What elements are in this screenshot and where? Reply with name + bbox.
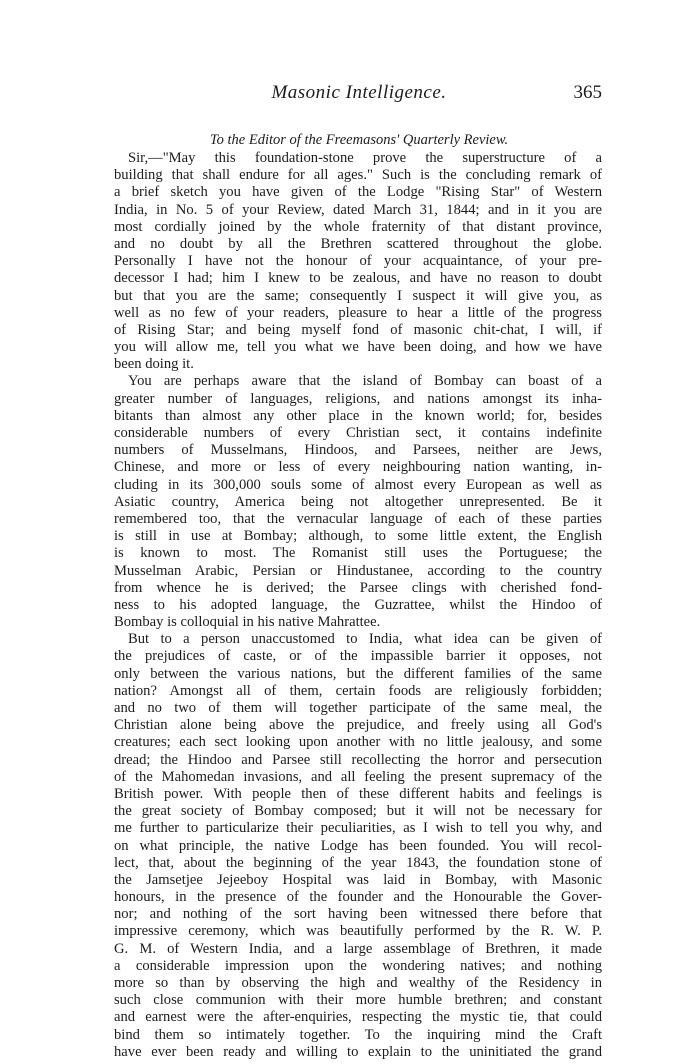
text-line: you will allow me, tell you what we have been doing, and how we have <box>114 339 602 356</box>
text-line: me further to particularize their peculiarities, as I wish to tell you why, and <box>114 820 602 837</box>
text-line: But to a person unaccustomed to India, what idea can be given of <box>128 631 602 648</box>
text-line: and no doubt by all the Brethren scattered throughout the globe. <box>114 235 602 252</box>
text-line: the Jamsetjee Jejeeboy Hospital was laid in Bombay, with Masonic <box>114 871 602 888</box>
text-line: impressive ceremony, which was beautifully performed by the R. W. P. <box>114 923 602 940</box>
text-line: Personally I have not the honour of your acquaintance, of your pre- <box>114 253 602 270</box>
text-line: been doing it. <box>114 356 194 373</box>
text-line: G. M. of Western India, and a large assemblage of Brethren, it made <box>114 940 602 957</box>
text-line: on what principle, the native Lodge has been founded. You will recol- <box>114 837 602 854</box>
text-line: and earnest were the after-enquiries, respecting the mystic tie, that could <box>114 1009 602 1026</box>
running-title: Masonic Intelligence. <box>271 82 447 103</box>
text-line: Musselman Arabic, Persian or Hindustanee, according to the country <box>114 562 602 579</box>
text-line: Bombay is colloquial in his native Mahrattee. <box>114 614 381 631</box>
text-line: but that you are the same; consequently I suspect it will give you, as <box>114 287 602 304</box>
text-line: from whence he is derived; the Parsee clings with cherished fond- <box>114 579 602 596</box>
text-line: most cordially joined by the whole fraternity of that distant province, <box>114 218 602 235</box>
text-line: is still in use at Bombay; although, to some little extent, the English <box>114 528 602 545</box>
text-line: remembered too, that the vernacular language of each of these parties <box>114 510 602 527</box>
text-line: lect, that, about the beginning of the year 1843, the foundation stone of <box>114 854 602 871</box>
text-line: of the Mahomedan invasions, and all feeling the present supremacy of the <box>114 768 602 785</box>
text-line: Asiatic country, America being not altogether unrepresented. Be it <box>114 493 602 510</box>
text-line: creatures; each sect looking upon another with no little jealousy, and some <box>114 734 602 751</box>
text-line: and no two of them will together participate of the same meal, the <box>114 700 602 716</box>
text-line: is known to most. The Romanist still uses the Portuguese; the <box>114 545 602 562</box>
text-line: cluding in its 300,000 souls some of almost every European as well as <box>114 476 602 493</box>
text-line: of Rising Star; and being myself fond of masonic chit-chat, I will, if <box>114 321 602 338</box>
text-line: a brief sketch you have given of the Lodge "Rising Star" of Western <box>114 184 602 201</box>
text-line: more so than by observing the high and wealthy of the Residency in <box>114 975 602 991</box>
text-line: such close communion with their more humble brethren; and constant <box>114 992 602 1009</box>
text-line: numbers of Musselmans, Hindoos, and Parsees, neither are Jews, <box>114 442 602 459</box>
text-line: India, in No. 5 of your Review, dated March 31, 1844; and in it you are <box>114 201 602 218</box>
page-number: 365 <box>573 82 602 103</box>
text-line: the prejudices of caste, or of the impassible barrier it opposes, not <box>114 648 602 665</box>
text-line: honours, in the presence of the founder and the Honourable the Gover- <box>114 889 602 906</box>
text-line: bitants than almost any other place in the known world; for, besides <box>114 407 602 424</box>
text-line: You are perhaps aware that the island of Bombay can boast of a <box>128 373 602 390</box>
text-line: Christian alone being above the prejudice, and freely using all God's <box>114 717 602 734</box>
text-line: nor; and nothing of the sort having been witnessed there before that <box>114 906 602 923</box>
text-line: dread; the Hindoo and Parsee still recollecting the horror and persecution <box>114 751 602 768</box>
text-line: well as no few of your readers, pleasure to hear a little of the progress <box>114 304 602 321</box>
text-line: Chinese, and more or less of every neighbouring nation wanting, in- <box>114 459 602 476</box>
text-line: have ever been ready and willing to explain to the uninitiated the grand <box>114 1043 602 1060</box>
letter-heading: To the Editor of the Freemasons' Quarterly Review. <box>209 132 509 148</box>
letter-body <box>114 150 602 1061</box>
text-line: a considerable impression upon the wondering natives; and nothing <box>114 957 602 974</box>
text-line: nation? Amongst all of them, certain foods are religiously forbidden; <box>114 682 602 699</box>
text-line: ness to his adopted language, the Guzrattee, whilst the Hindoo of <box>114 596 602 613</box>
text-line: British power. With people then of these different habits and feelings is <box>114 785 602 802</box>
text-line: bind them so intimately together. To the inquiring mind the Craft <box>114 1026 602 1043</box>
text-line: greater number of languages, religions, and nations amongst its inha- <box>114 390 602 407</box>
text-line: only between the various nations, but the different families of the same <box>114 665 602 682</box>
text-line: building that shall endure for all ages." Such is the concluding remark of <box>114 167 602 184</box>
text-line: decessor I had; him I knew to be zealous, and have no reason to doubt <box>114 270 602 287</box>
running-head <box>116 82 602 112</box>
text-line: considerable numbers of every Christian sect, it contains indefinite <box>114 425 602 441</box>
text-line: Sir,—"May this foundation-stone prove the superstructure of a <box>128 150 602 166</box>
text-line: the great society of Bombay composed; but it will not be necessary for <box>114 803 602 820</box>
